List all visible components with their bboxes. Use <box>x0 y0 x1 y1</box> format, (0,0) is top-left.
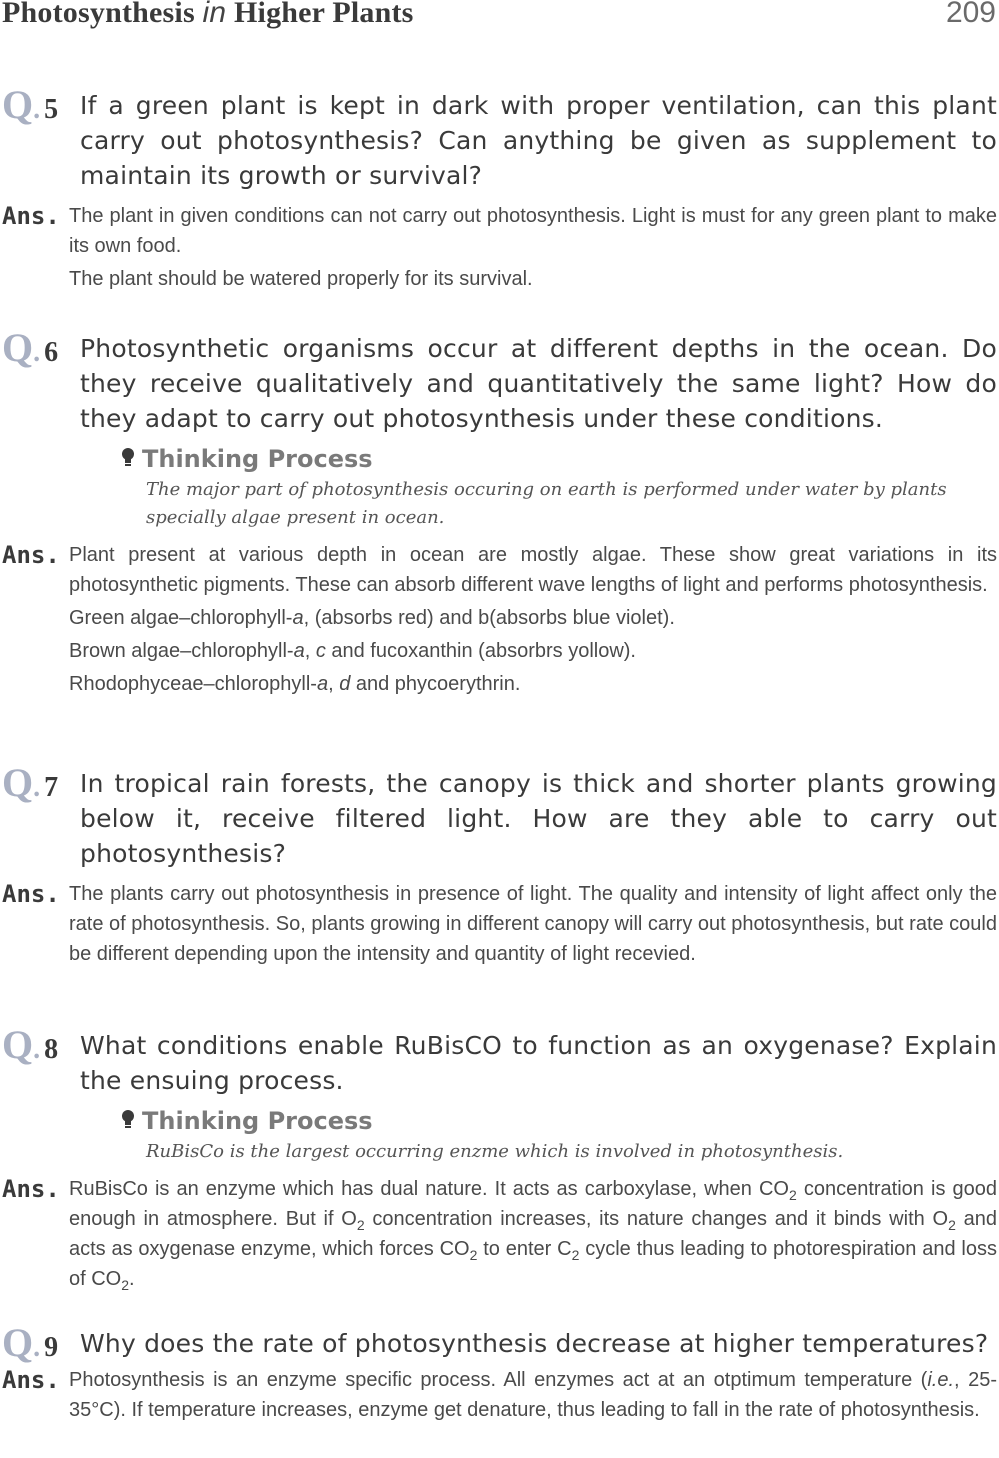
answer-label: Ans. <box>2 1175 60 1203</box>
green-algae-line: Green algae–chlorophyll-a, (absorbs red) and b(absorbs blue violet). <box>69 607 675 629</box>
question-label: Q. 5 <box>2 82 59 127</box>
thinking-title: Thinking Process <box>142 1107 373 1135</box>
question-8 <box>0 1022 999 1098</box>
answer-8 <box>0 1172 999 1294</box>
answer-body: Photosynthesis is an enzyme specific process. All enzymes act at an otptimum temperature (i.e., 25-35°C). If temperature increases, enzyme get denature, thus leading to fall in the rate of photosynthesis. <box>69 1369 997 1421</box>
lightbulb-icon <box>120 1108 136 1138</box>
question-label: Q. 6 <box>2 325 59 370</box>
rhodophyceae-line: Rhodophyceae–chlorophyll-a, d and phycoerythrin. <box>69 673 521 695</box>
question-text: Why does the rate of photosynthesis decrease at higher temperatures? <box>80 1329 989 1358</box>
answer-label: Ans. <box>2 880 60 908</box>
question-9-block <box>0 1320 999 1425</box>
thinking-process <box>120 444 959 532</box>
question-7 <box>0 760 999 871</box>
thinking-text: RuBisCo is the largest occurring enzme which is involved in photosynthesis. <box>146 1141 844 1162</box>
brown-algae-line: Brown algae–chlorophyll-a, c and fucoxanthin (absorbrs yollow). <box>69 640 636 662</box>
thinking-process <box>120 1106 959 1166</box>
question-label: Q. 9 <box>2 1320 59 1365</box>
question-8-block <box>0 1022 999 1294</box>
question-5-block <box>0 82 999 294</box>
question-6-block <box>0 325 999 699</box>
answer-9 <box>0 1363 999 1425</box>
question-text: Photosynthetic organisms occur at different depths in the ocean. Do they receive qualitatively and quantitatively the same light? How do they adapt to carry out photosynthesis under these conditions. <box>80 334 997 433</box>
question-9 <box>0 1320 999 1365</box>
answer-6 <box>0 538 999 699</box>
lightbulb-icon <box>120 446 136 476</box>
question-text: What conditions enable RuBisCO to function as an oxygenase? Explain the ensuing process. <box>80 1031 997 1095</box>
page-number: 209 <box>945 0 996 29</box>
answer-body: The plants carry out photosynthesis in presence of light. The quality and intensity of light affect only the rate of photosynthesis. So, plants growing in different canopy will carry out photosynthesis, but rate could be different depending upon the intensity and quantity of light recevied. <box>69 883 997 965</box>
answer-body: Plant present at various depth in ocean are mostly algae. These show great variations in its photosynthetic pigments. These can absorb different wave lengths of light and performs photosynthesis. Green algae–chlorophyll-a, (absorbs red) and b(absorbs blue violet). Brown algae–chlorophyll-a, c and fucoxanthin (absorbrs yollow). Rhodophyceae–chlorophyll-a, d and phycoerythrin. <box>69 538 997 699</box>
question-label: Q. 7 <box>2 760 59 805</box>
answer-7 <box>0 877 999 969</box>
answer-body: The plant in given conditions can not carry out photosynthesis. Light is must for any green plant to make its own food. The plant should be watered properly for its survival. <box>69 205 997 290</box>
question-text: If a green plant is kept in dark with proper ventilation, can this plant carry out photosynthesis? Can anything be given as supplement to maintain its growth or survival? <box>80 91 997 190</box>
answer-label: Ans. <box>2 202 60 230</box>
page-header <box>0 0 999 40</box>
thinking-text: The major part of photosynthesis occuring on earth is performed under water by plants specially algae present in ocean. <box>146 479 947 528</box>
question-7-block <box>0 760 999 969</box>
chapter-title: Photosynthesis in Higher Plants <box>2 0 414 29</box>
answer-5 <box>0 199 999 294</box>
question-5 <box>0 82 999 193</box>
question-text: In tropical rain forests, the canopy is thick and shorter plants growing below it, receive filtered light. How are they able to carry out photosynthesis? <box>80 769 997 868</box>
answer-label: Ans. <box>2 541 60 569</box>
answer-body: RuBisCo is an enzyme which has dual nature. It acts as carboxylase, when $CO_2$ concentration is good enough in atmosphere. But if $O_2$ concentration increases, its nature changes and it binds with $O_2$ and acts as oxygenase enzyme, which forces $CO_2$ to enter $C_2$ cycle thus leading to photorespiration and loss of $CO_2$. <box>69 1178 997 1293</box>
question-6 <box>0 325 999 436</box>
thinking-title: Thinking Process <box>142 445 373 473</box>
question-label: Q. 8 <box>2 1022 59 1067</box>
answer-label: Ans. <box>2 1366 60 1394</box>
